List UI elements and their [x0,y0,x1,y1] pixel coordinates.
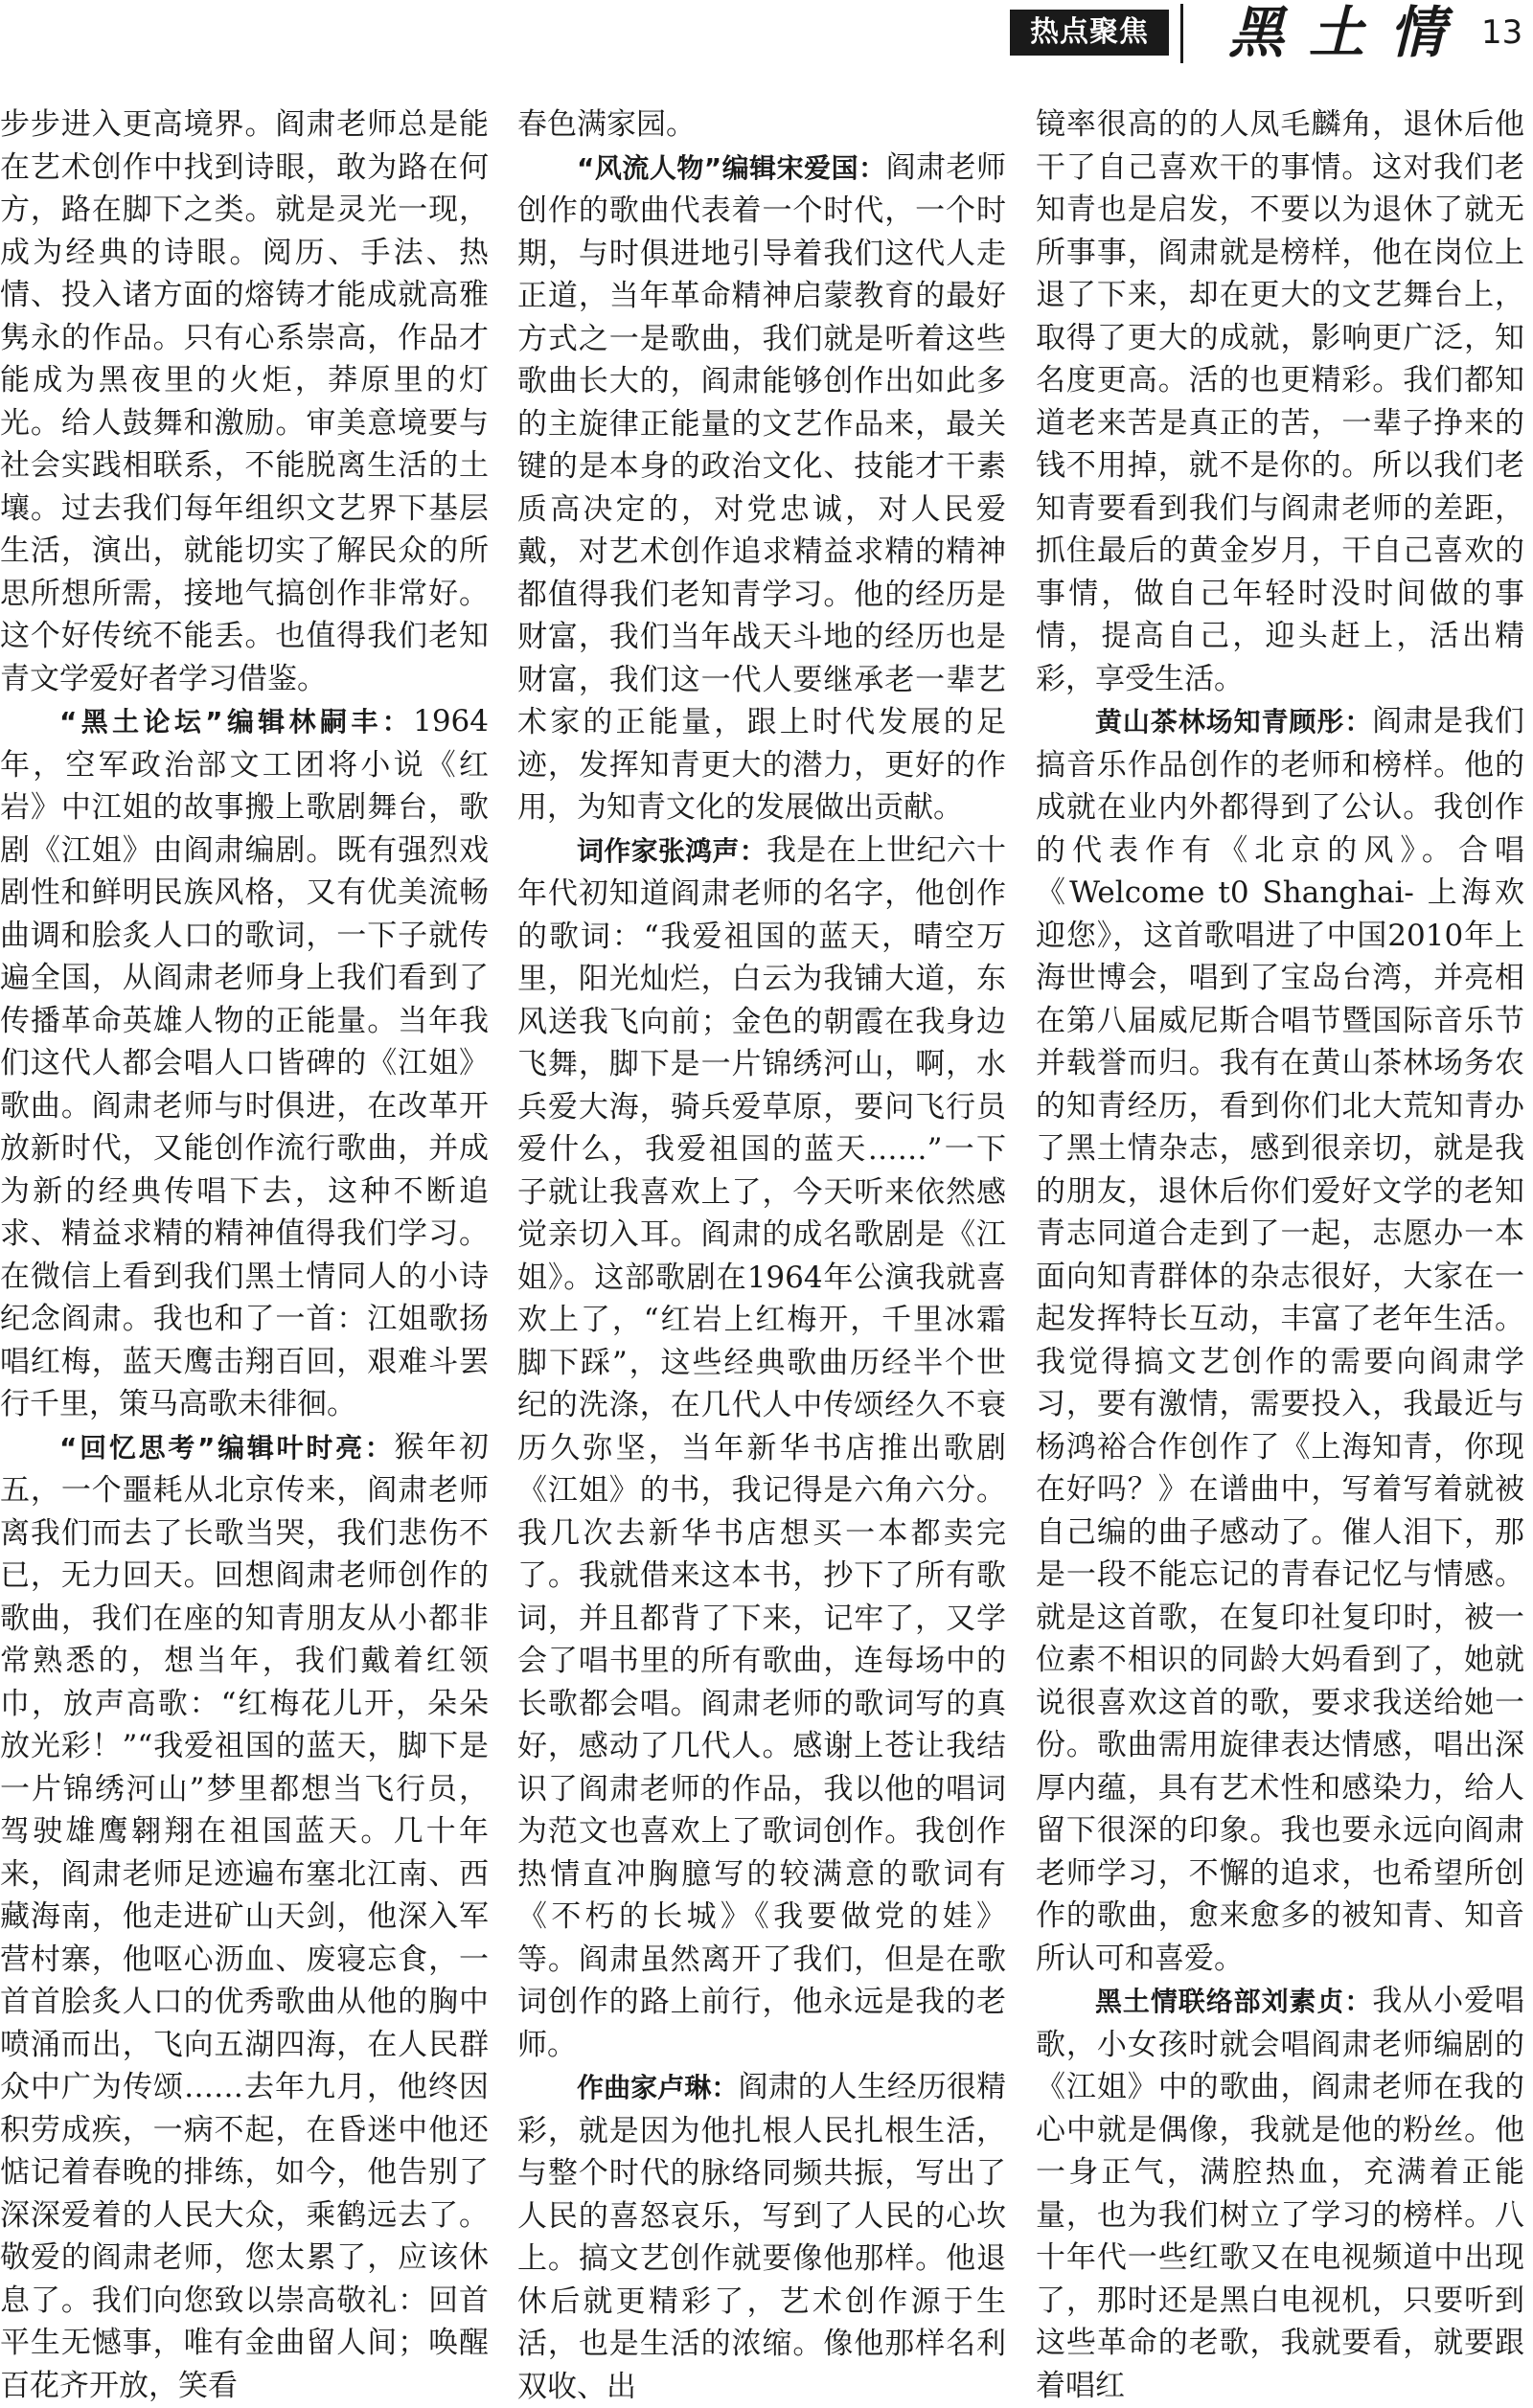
paragraph [0,1426,489,2408]
paragraph-text: 我是在上世纪六十年代初知道阎肃老师的名字，他创作的歌词：“我爱祖国的蓝天，晴空万里，阳光灿烂，白云为我铺大道，东风送我飞向前；金色的朝霞在我身边飞舞，脚下是一片锦绣河山，啊，水兵爱大海，骑兵爱草原，要问飞行员爱什么，我爱祖国的蓝天……”一下子就让我喜欢上了，今天听来依然感觉亲切入耳。阎肃的成名歌剧是《江姐》。这部歌剧在1964年公演我就喜欢上了，“红岩上红梅开，千里冰霜脚下踩”，这些经典歌曲历经半个世纪的洗涤，在几代人中传颂经久不衰历久弥坚，当年新华书店推出歌剧《江姐》的书，我记得是六角六分。我几次去新华书店想买一本都卖完了。我就借来这本书，抄下了所有歌词，并且都背了下来，记牢了，又学会了唱书里的所有歌曲，连每场中的长歌都会唱。阎肃老师的歌词写的真好，感动了几代人。感谢上苍让我结识了阎肃老师的作品，我以他的唱词为范文也喜欢上了歌词创作。我创作热情直冲胸臆写的较满意的歌词有《不朽的长城》《我要做党的娃》等。阎肃虽然离开了我们，但是在歌词创作的路上前行，他永远是我的老师。 [517,832,1006,2062]
text-column-1 [0,103,490,2403]
paragraph [0,700,489,1426]
section-tag: 热点聚焦 [1010,10,1169,56]
paragraph-text: 阎肃的人生经历很精彩，就是因为他扎根人民扎根生活，与整个时代的脉络同频共振，写出了人民的喜怒哀乐，写到了人民的心坎上。搞文艺创作就要像他那样。他退休后就更精彩了，艺术创作源于生活，也是生活的浓缩。像他那样名利双收、出 [517,2070,1006,2404]
paragraph [1036,1980,1524,2407]
speaker-label: “风流人物”编辑宋爱国： [577,151,886,184]
speaker-label: 作曲家卢琳： [577,2072,739,2103]
paragraph-text: 阎肃是我们搞音乐作品创作的老师和榜样。他的成就在业内外都得到了公认。我创作的代表作有《北京的风》。合唱《Welcome t0 Shanghai- 上海欢迎您》，这首歌唱进了中国2010年上海世博会，唱到了宝岛台湾，并亮相在第八届威尼斯合唱节暨国际音乐节并载誉而归。我有在黄山茶林场务农的知青经历，看到你们北大荒知青办了黑土情杂志，感到很亲切，就是我的朋友，退休后你们爱好文学的老知青志同道合走到了一起，志愿办一本面向知青群体的杂志很好，大家在一起发挥特长互动，丰富了老年生活。我觉得搞文艺创作的需要向阎肃学习，要有激情，需要投入，我最近与杨鸿裕合作创作了《上海知青，你现在好吗？》在谱曲中，写着写着就被自己编的曲子感动了。催人泪下，那是一段不能忘记的青春记忆与情感。就是这首歌，在复印社复印时，被一位素不相识的同龄大妈看到了，她就说很喜欢这首的歌，要求我送给她一份。歌曲需用旋律表达情感，唱出深厚内蕴，具有艺术性和感染力，给人留下很深的印象。我也要永远向阎肃老师学习，不懈的追求，也希望所创作的歌曲，愈来愈多的被知青、知音所认可和喜爱。 [1036,704,1524,1976]
paragraph-text: 猴年初五，一个噩耗从北京传来，阎肃老师离我们而去了长歌当哭，我们悲伤不已，无力回天。回想阎肃老师创作的歌曲，我们在座的知青朋友从小都非常熟悉的，想当年，我们戴着红领巾，放声高歌：“红梅花儿开，朵朵放光彩！”“我爱祖国的蓝天，脚下是一片锦绣河山”梦里都想当飞行员，驾驶雄鹰翱翔在祖国蓝天。几十年来，阎肃老师足迹遍布塞北江南、西藏海南，他走进矿山天剑，他深入军营村寨，他呕心沥血、废寝忘食，一首首脍炙人口的优秀歌曲从他的胸中喷涌而出，飞向五湖四海，在人民群众中广为传颂……去年九月，他终因积劳成疾，一病不起，在昏迷中他还惦记着春晚的排练，如今，他告别了深深爱着的人民大众，乘鹤远去了。敬爱的阎肃老师，您太累了，应该休息了。我们向您致以崇高敬礼：回首平生无憾事，唯有金曲留人间；唤醒百花齐开放，笑看 [0,1429,490,2403]
text-column-3 [1036,103,1524,2403]
speaker-label: “回忆思考”编辑叶时亮： [59,1431,395,1464]
paragraph [1036,103,1524,700]
paragraph-text: 阎肃老师创作的歌曲代表着一个时代，一个时期，与时俱进地引导着我们这代人走正道，当年革命精神启蒙教育的最好方式之一是歌曲，我们就是听着这些歌曲长大的，阎肃能够创作出如此多的主旋律正能量的文艺作品来，最关键的是本身的政治文化、技能才干素质高决定的，对党忠诚，对人民爱戴，对艺术创作追求精益求精的精神都值得我们老知青学习。他的经历是财富，我们当年战天斗地的经历也是财富，我们这一代人要继承老一辈艺术家的正能量，跟上时代发展的足迹，发挥知青更大的潜力，更好的作用，为知青文化的发展做出贡献。 [517,149,1006,825]
speaker-label: 词作家张鸿声： [577,834,766,867]
paragraph-text: 步步进入更高境界。阎肃老师总是能在艺术创作中找到诗眼，敢为路在何方，路在脚下之类。就是灵光一现，成为经典的诗眼。阅历、手法、热情、投入诸方面的熔铸才能成就高雅隽永的作品。只有心系崇高，作品才能成为黑夜里的火炬，莽原里的灯光。给人鼓舞和激励。审美意境要与社会实践相联系，不能脱离生活的土壤。过去我们每年组织文艺界下基层生活，演出，就能切实了解民众的所思所想所需，接地气搞创作非常好。这个好传统不能丢。也值得我们老知青文学爱好者学习借鉴。 [0,107,489,696]
paragraph-text: 1964年，空军政治部文工团将小说《红岩》中江姐的故事搬上歌剧舞台，歌剧《江姐》由阎肃编剧。既有强烈戏剧性和鲜明民族风格，又有优美流畅曲调和脍炙人口的歌词，一下子就传遍全国，从阎肃老师身上我们看到了传播革命英雄人物的正能量。当年我们这代人都会唱人口皆碑的《江姐》歌曲。阎肃老师与时俱进，在改革开放新时代，又能创作流行歌曲，并成为新的经典传唱下去，这种不断追求、精益求精的精神值得我们学习。在微信上看到我们黑土情同人的小诗纪念阎肃。我也和了一首：江姐歌扬唱红梅，蓝天鹰击翔百回，艰难斗罢行千里，策马高歌未徘徊。 [0,704,489,1421]
text-column-2 [517,103,1006,2404]
speaker-label: 黄山茶林场知青顾彤： [1095,706,1373,738]
magazine-title: 黑土情 [1228,0,1471,65]
paragraph [1036,700,1524,1980]
paragraph [517,103,1006,147]
paragraph-text: 春色满家园。 [517,107,696,142]
speaker-label: “黑土论坛”编辑林嗣丰： [59,706,414,738]
paragraph [0,103,489,700]
page-number: 13 [1481,13,1523,52]
paragraph [517,2066,1006,2408]
paragraph [517,147,1006,829]
paragraph [517,829,1006,2067]
page-header [0,0,1533,77]
header-divider [1180,4,1183,63]
speaker-label: 黑土情联络部刘素贞： [1095,1986,1373,2017]
article-body [0,103,1533,2404]
paragraph-text: 我从小爱唱歌，小女孩时就会唱阎肃老师编剧的《江姐》中的歌曲，阎肃老师在我的心中就是偶像，我就是他的粉丝。他一身正气，满腔热血，充满着正能量，也为我们树立了学习的榜样。八十年代一些红歌又在电视频道中出现了，那时还是黑白电视机，只要听到这些革命的老歌，我就要看，就要跟着唱红 [1036,1984,1524,2403]
paragraph-text: 镜率很高的的人凤毛麟角，退休后他干了自己喜欢干的事情。这对我们老知青也是启发，不要以为退休了就无所事事，阎肃就是榜样，他在岗位上退了下来，却在更大的文艺舞台上，取得了更大的成就，影响更广泛，知名度更高。活的也更精彩。我们都知道老来苦是真正的苦，一辈子挣来的钱不用掉，就不是你的。所以我们老知青要看到我们与阎肃老师的差距，抓住最后的黄金岁月，干自己喜欢的事情，做自己年轻时没时间做的事情，提高自己，迎头赶上，活出精彩，享受生活。 [1036,107,1524,696]
